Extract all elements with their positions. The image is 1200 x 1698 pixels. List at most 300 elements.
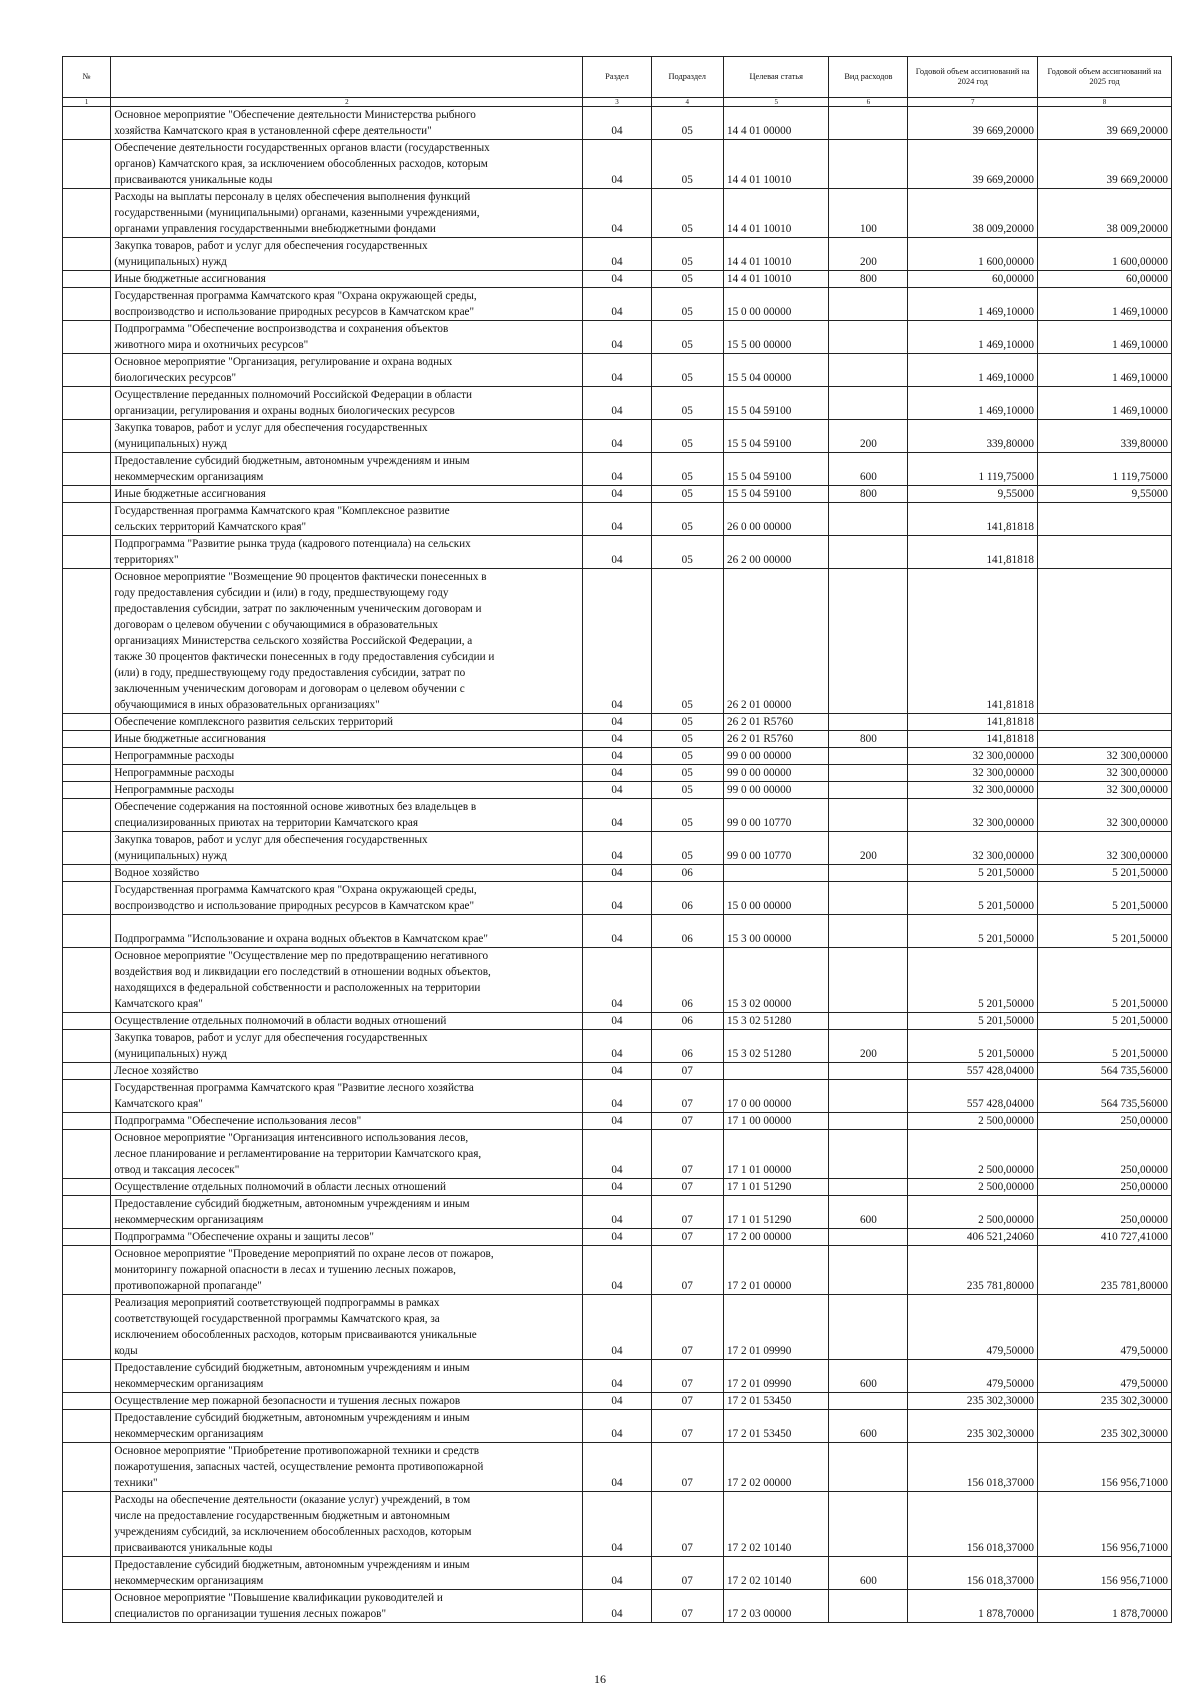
- expense-name-cell: Осуществление мер пожарной безопасности и тушения лесных пожаров: [111, 1393, 583, 1410]
- expense-name-cell: Основное мероприятие "Возмещение 90 процентов фактически понесенных в году предоставления субсидии и (или) в году, предшествующему году предоставления субсидии, затрат по заключенным ученическим договорам и договорам о целевом обучении с обучающимися в образовательных организациях Министерства сельского хозяйства Российской Федерации, а также 30 процентов фактически понесенных в году предоставления субсидии и (или) в году, предшествующему году предоставления субсидии, затрат по заключенным ученическим договорам и договорам о целевом обучении с обучающимися в иных образовательных организациях": [111, 569, 583, 714]
- amount-2025-cell: 5 201,50000: [1038, 948, 1172, 1013]
- table-row: [63, 799, 1172, 832]
- subsection-cell: 07: [651, 1196, 723, 1229]
- amount-2025-cell: [1038, 503, 1172, 536]
- amount-2024-cell: 557 428,04000: [908, 1080, 1038, 1113]
- expense-kind-cell: 600: [829, 1196, 908, 1229]
- expense-name-cell: Основное мероприятие "Повышение квалификации руководителей и специалистов по организации тушения лесных пожаров": [111, 1590, 583, 1623]
- expense-name-cell: Расходы на выплаты персоналу в целях обеспечения выполнения функций государственными (муниципальными) органами, казенными учреждениями, органами управления государственными внебюджетными фондами: [111, 189, 583, 238]
- row-number-cell: [63, 107, 111, 140]
- expense-name-cell: Подпрограмма "Развитие рынка труда (кадрового потенциала) на сельских территориях": [111, 536, 583, 569]
- target-article-cell: 17 2 01 00000: [723, 1246, 828, 1295]
- amount-2025-cell: 235 302,30000: [1038, 1410, 1172, 1443]
- subsection-cell: 06: [651, 865, 723, 882]
- table-row: [63, 1410, 1172, 1443]
- amount-2024-cell: 60,00000: [908, 271, 1038, 288]
- subsection-cell: 07: [651, 1443, 723, 1492]
- expense-name-cell: Основное мероприятие "Проведение мероприятий по охране лесов от пожаров, мониторингу пожарной опасности в лесах и тушению лесных пожаров, противопожарной пропаганде": [111, 1246, 583, 1295]
- row-number-cell: [63, 569, 111, 714]
- expense-kind-cell: [829, 1063, 908, 1080]
- expense-kind-cell: [829, 915, 908, 948]
- amount-2024-cell: 156 018,37000: [908, 1557, 1038, 1590]
- subsection-cell: 05: [651, 387, 723, 420]
- section-cell: 04: [583, 865, 651, 882]
- table-row: [63, 238, 1172, 271]
- target-article-cell: 17 2 02 10140: [723, 1492, 828, 1557]
- section-cell: 04: [583, 107, 651, 140]
- subsection-cell: 07: [651, 1295, 723, 1360]
- expense-name-cell: Непрограммные расходы: [111, 765, 583, 782]
- amount-2025-cell: 1 119,75000: [1038, 453, 1172, 486]
- section-cell: 04: [583, 486, 651, 503]
- expense-name-cell: Закупка товаров, работ и услуг для обеспечения государственных (муниципальных) нужд: [111, 420, 583, 453]
- target-article-cell: 17 1 01 51290: [723, 1196, 828, 1229]
- target-article-cell: 99 0 00 10770: [723, 799, 828, 832]
- row-number-cell: [63, 354, 111, 387]
- expense-name-cell: Предоставление субсидий бюджетным, автономным учреждениям и иным некоммерческим организациям: [111, 1196, 583, 1229]
- section-cell: 04: [583, 1393, 651, 1410]
- column-number: 1: [63, 98, 111, 107]
- row-number-cell: [63, 536, 111, 569]
- table-row: [63, 832, 1172, 865]
- amount-2025-cell: [1038, 714, 1172, 731]
- amount-2024-cell: 1 878,70000: [908, 1590, 1038, 1623]
- amount-2024-cell: 141,81818: [908, 714, 1038, 731]
- amount-2025-cell: 156 956,71000: [1038, 1492, 1172, 1557]
- row-number-cell: [63, 1196, 111, 1229]
- subsection-cell: 05: [651, 238, 723, 271]
- row-number-cell: [63, 1393, 111, 1410]
- subsection-cell: 06: [651, 915, 723, 948]
- table-row: [63, 503, 1172, 536]
- row-number-cell: [63, 1360, 111, 1393]
- expense-kind-cell: 200: [829, 832, 908, 865]
- table-row: [63, 569, 1172, 714]
- amount-2025-cell: [1038, 536, 1172, 569]
- amount-2025-cell: 479,50000: [1038, 1360, 1172, 1393]
- row-number-cell: [63, 1229, 111, 1246]
- table-row: [63, 765, 1172, 782]
- expense-name-cell: Водное хозяйство: [111, 865, 583, 882]
- subsection-cell: 06: [651, 882, 723, 915]
- header-year-2025: Годовой объем ассигнований на 2025 год: [1038, 57, 1172, 98]
- section-cell: 04: [583, 1557, 651, 1590]
- amount-2025-cell: 1 469,10000: [1038, 354, 1172, 387]
- section-cell: 04: [583, 271, 651, 288]
- target-article-cell: 26 2 00 00000: [723, 536, 828, 569]
- expense-kind-cell: [829, 882, 908, 915]
- expense-kind-cell: [829, 1295, 908, 1360]
- table-row: [63, 140, 1172, 189]
- subsection-cell: 05: [651, 486, 723, 503]
- section-cell: 04: [583, 1080, 651, 1113]
- target-article-cell: 15 3 02 51280: [723, 1013, 828, 1030]
- table-row: [63, 107, 1172, 140]
- row-number-cell: [63, 1130, 111, 1179]
- amount-2024-cell: 1 469,10000: [908, 321, 1038, 354]
- amount-2024-cell: 1 469,10000: [908, 288, 1038, 321]
- amount-2025-cell: 156 956,71000: [1038, 1557, 1172, 1590]
- subsection-cell: 05: [651, 799, 723, 832]
- section-cell: 04: [583, 915, 651, 948]
- expense-name-cell: Непрограммные расходы: [111, 748, 583, 765]
- amount-2024-cell: 2 500,00000: [908, 1196, 1038, 1229]
- target-article-cell: 17 2 02 00000: [723, 1443, 828, 1492]
- section-cell: 04: [583, 1360, 651, 1393]
- budget-table: [62, 56, 1172, 1623]
- table-row: [63, 321, 1172, 354]
- expense-name-cell: Иные бюджетные ассигнования: [111, 731, 583, 748]
- row-number-cell: [63, 1443, 111, 1492]
- target-article-cell: 26 2 01 R5760: [723, 714, 828, 731]
- amount-2025-cell: 1 600,00000: [1038, 238, 1172, 271]
- expense-name-cell: Расходы на обеспечение деятельности (оказание услуг) учреждений, в том числе на предоставление государственным бюджетным и автономным учреждениям субсидий, за исключением обособленных расходов, которым присваиваются уникальные коды: [111, 1492, 583, 1557]
- amount-2024-cell: 479,50000: [908, 1360, 1038, 1393]
- expense-name-cell: Государственная программа Камчатского края "Развитие лесного хозяйства Камчатского края": [111, 1080, 583, 1113]
- table-row: [63, 1196, 1172, 1229]
- table-row: [63, 1295, 1172, 1360]
- subsection-cell: 05: [651, 714, 723, 731]
- expense-kind-cell: [829, 1113, 908, 1130]
- target-article-cell: 17 0 00 00000: [723, 1080, 828, 1113]
- table-row: [63, 915, 1172, 948]
- amount-2024-cell: 39 669,20000: [908, 140, 1038, 189]
- header-name: [111, 57, 583, 98]
- column-number: 7: [908, 98, 1038, 107]
- amount-2025-cell: 250,00000: [1038, 1130, 1172, 1179]
- table-header: [63, 57, 1172, 98]
- row-number-cell: [63, 1590, 111, 1623]
- subsection-cell: 05: [651, 536, 723, 569]
- amount-2025-cell: 156 956,71000: [1038, 1443, 1172, 1492]
- target-article-cell: 26 2 01 R5760: [723, 731, 828, 748]
- row-number-cell: [63, 453, 111, 486]
- amount-2024-cell: 339,80000: [908, 420, 1038, 453]
- expense-kind-cell: [829, 748, 908, 765]
- expense-kind-cell: 200: [829, 1030, 908, 1063]
- expense-kind-cell: [829, 1179, 908, 1196]
- expense-kind-cell: [829, 1229, 908, 1246]
- row-number-cell: [63, 486, 111, 503]
- target-article-cell: 14 4 01 10010: [723, 238, 828, 271]
- expense-name-cell: Основное мероприятие "Обеспечение деятельности Министерства рыбного хозяйства Камчатского края в установленной сфере деятельности": [111, 107, 583, 140]
- target-article-cell: [723, 865, 828, 882]
- column-number: 8: [1038, 98, 1172, 107]
- target-article-cell: 14 4 01 00000: [723, 107, 828, 140]
- subsection-cell: 05: [651, 503, 723, 536]
- expense-kind-cell: [829, 569, 908, 714]
- amount-2024-cell: 1 600,00000: [908, 238, 1038, 271]
- column-number: 5: [723, 98, 828, 107]
- section-cell: 04: [583, 1443, 651, 1492]
- table-row: [63, 1179, 1172, 1196]
- section-cell: 04: [583, 1246, 651, 1295]
- expense-kind-cell: 600: [829, 1557, 908, 1590]
- subsection-cell: 06: [651, 1030, 723, 1063]
- table-row: [63, 882, 1172, 915]
- subsection-cell: 05: [651, 354, 723, 387]
- expense-name-cell: Основное мероприятие "Приобретение противопожарной техники и средств пожаротушения, запасных частей, осуществление ремонта противопожарной техники": [111, 1443, 583, 1492]
- amount-2024-cell: 32 300,00000: [908, 765, 1038, 782]
- table-row: [63, 1130, 1172, 1179]
- subsection-cell: 05: [651, 782, 723, 799]
- subsection-cell: 05: [651, 107, 723, 140]
- amount-2024-cell: 156 018,37000: [908, 1492, 1038, 1557]
- amount-2025-cell: 250,00000: [1038, 1196, 1172, 1229]
- table-row: [63, 1013, 1172, 1030]
- section-cell: 04: [583, 1063, 651, 1080]
- target-article-cell: 14 4 01 10010: [723, 271, 828, 288]
- expense-kind-cell: [829, 288, 908, 321]
- amount-2025-cell: 1 469,10000: [1038, 321, 1172, 354]
- expense-name-cell: Основное мероприятие "Организация, регулирование и охрана водных биологических ресурсов": [111, 354, 583, 387]
- row-number-cell: [63, 1063, 111, 1080]
- amount-2024-cell: 5 201,50000: [908, 865, 1038, 882]
- amount-2024-cell: 32 300,00000: [908, 782, 1038, 799]
- subsection-cell: 07: [651, 1130, 723, 1179]
- table-row: [63, 189, 1172, 238]
- section-cell: 04: [583, 1229, 651, 1246]
- target-article-cell: 17 2 01 53450: [723, 1393, 828, 1410]
- amount-2025-cell: 5 201,50000: [1038, 882, 1172, 915]
- target-article-cell: 99 0 00 00000: [723, 782, 828, 799]
- amount-2025-cell: 9,55000: [1038, 486, 1172, 503]
- amount-2024-cell: 141,81818: [908, 536, 1038, 569]
- section-cell: 04: [583, 140, 651, 189]
- expense-kind-cell: 600: [829, 453, 908, 486]
- target-article-cell: 15 0 00 00000: [723, 288, 828, 321]
- target-article-cell: 15 3 00 00000: [723, 915, 828, 948]
- amount-2024-cell: 5 201,50000: [908, 948, 1038, 1013]
- amount-2024-cell: 235 781,80000: [908, 1246, 1038, 1295]
- subsection-cell: 05: [651, 569, 723, 714]
- amount-2025-cell: 60,00000: [1038, 271, 1172, 288]
- expense-name-cell: Государственная программа Камчатского края "Охрана окружающей среды, воспроизводство и использование природных ресурсов в Камчатском крае": [111, 288, 583, 321]
- target-article-cell: 99 0 00 00000: [723, 765, 828, 782]
- table-row: [63, 782, 1172, 799]
- subsection-cell: 07: [651, 1590, 723, 1623]
- section-cell: 04: [583, 238, 651, 271]
- table-row: [63, 1557, 1172, 1590]
- section-cell: 04: [583, 569, 651, 714]
- amount-2025-cell: 564 735,56000: [1038, 1063, 1172, 1080]
- section-cell: 04: [583, 1130, 651, 1179]
- expense-kind-cell: 200: [829, 420, 908, 453]
- expense-kind-cell: [829, 799, 908, 832]
- row-number-cell: [63, 189, 111, 238]
- expense-name-cell: Закупка товаров, работ и услуг для обеспечения государственных (муниципальных) нужд: [111, 832, 583, 865]
- subsection-cell: 07: [651, 1410, 723, 1443]
- section-cell: 04: [583, 189, 651, 238]
- table-row: [63, 731, 1172, 748]
- row-number-cell: [63, 1179, 111, 1196]
- expense-kind-cell: [829, 1130, 908, 1179]
- subsection-cell: 05: [651, 140, 723, 189]
- table-row: [63, 948, 1172, 1013]
- row-number-cell: [63, 714, 111, 731]
- amount-2025-cell: 479,50000: [1038, 1295, 1172, 1360]
- amount-2025-cell: 235 302,30000: [1038, 1393, 1172, 1410]
- expense-name-cell: Подпрограмма "Обеспечение воспроизводства и сохранения объектов животного мира и охотничьих ресурсов": [111, 321, 583, 354]
- amount-2025-cell: 5 201,50000: [1038, 915, 1172, 948]
- target-article-cell: 99 0 00 00000: [723, 748, 828, 765]
- table-row: [63, 387, 1172, 420]
- header-year-2024: Годовой объем ассигнований на 2024 год: [908, 57, 1038, 98]
- expense-name-cell: Предоставление субсидий бюджетным, автономным учреждениям и иным некоммерческим организациям: [111, 453, 583, 486]
- subsection-cell: 05: [651, 189, 723, 238]
- section-cell: 04: [583, 1030, 651, 1063]
- table-row: [63, 1113, 1172, 1130]
- row-number-cell: [63, 832, 111, 865]
- expense-name-cell: Подпрограмма "Обеспечение охраны и защиты лесов": [111, 1229, 583, 1246]
- amount-2025-cell: 32 300,00000: [1038, 799, 1172, 832]
- expense-kind-cell: 800: [829, 731, 908, 748]
- expense-kind-cell: 100: [829, 189, 908, 238]
- header-subsection: Подраздел: [651, 57, 723, 98]
- target-article-cell: 15 5 04 59100: [723, 486, 828, 503]
- section-cell: 04: [583, 453, 651, 486]
- target-article-cell: 15 3 02 00000: [723, 948, 828, 1013]
- target-article-cell: 15 5 04 00000: [723, 354, 828, 387]
- row-number-cell: [63, 882, 111, 915]
- subsection-cell: 05: [651, 765, 723, 782]
- subsection-cell: 05: [651, 748, 723, 765]
- row-number-cell: [63, 1246, 111, 1295]
- target-article-cell: 15 0 00 00000: [723, 882, 828, 915]
- amount-2024-cell: 406 521,24060: [908, 1229, 1038, 1246]
- expense-name-cell: Обеспечение комплексного развития сельских территорий: [111, 714, 583, 731]
- amount-2025-cell: 32 300,00000: [1038, 832, 1172, 865]
- subsection-cell: 07: [651, 1492, 723, 1557]
- target-article-cell: 26 0 00 00000: [723, 503, 828, 536]
- amount-2024-cell: 32 300,00000: [908, 748, 1038, 765]
- amount-2025-cell: 5 201,50000: [1038, 1030, 1172, 1063]
- expense-name-cell: Подпрограмма "Обеспечение использования лесов": [111, 1113, 583, 1130]
- target-article-cell: 17 2 01 53450: [723, 1410, 828, 1443]
- target-article-cell: 15 3 02 51280: [723, 1030, 828, 1063]
- expense-kind-cell: 600: [829, 1360, 908, 1393]
- expense-kind-cell: [829, 1013, 908, 1030]
- table-row: [63, 1393, 1172, 1410]
- expense-kind-cell: [829, 714, 908, 731]
- section-cell: 04: [583, 1196, 651, 1229]
- expense-name-cell: Государственная программа Камчатского края "Комплексное развитие сельских территорий Камчатского края": [111, 503, 583, 536]
- amount-2024-cell: 235 302,30000: [908, 1393, 1038, 1410]
- section-cell: 04: [583, 420, 651, 453]
- expense-kind-cell: [829, 1080, 908, 1113]
- row-number-cell: [63, 140, 111, 189]
- expense-name-cell: Основное мероприятие "Организация интенсивного использования лесов, лесное планирование и регламентирование на территории Камчатского края, отвод и таксация лесосек": [111, 1130, 583, 1179]
- row-number-cell: [63, 238, 111, 271]
- section-cell: 04: [583, 387, 651, 420]
- amount-2025-cell: 250,00000: [1038, 1113, 1172, 1130]
- expense-name-cell: Обеспечение содержания на постоянной основе животных без владельцев в специализированных приютах на территории Камчатского края: [111, 799, 583, 832]
- subsection-cell: 07: [651, 1113, 723, 1130]
- target-article-cell: 17 1 00 00000: [723, 1113, 828, 1130]
- section-cell: 04: [583, 1410, 651, 1443]
- row-number-cell: [63, 1080, 111, 1113]
- row-number-cell: [63, 948, 111, 1013]
- expense-name-cell: Обеспечение деятельности государственных органов власти (государственных органов) Камчатского края, за исключением обособленных расходов, которым присваиваются уникальные коды: [111, 140, 583, 189]
- amount-2025-cell: 39 669,20000: [1038, 140, 1172, 189]
- expense-kind-cell: [829, 865, 908, 882]
- table-row: [63, 288, 1172, 321]
- row-number-cell: [63, 503, 111, 536]
- section-cell: 04: [583, 288, 651, 321]
- subsection-cell: 05: [651, 271, 723, 288]
- row-number-cell: [63, 271, 111, 288]
- column-number-row: [63, 98, 1172, 107]
- expense-name-cell: Осуществление отдельных полномочий в области водных отношений: [111, 1013, 583, 1030]
- subsection-cell: 07: [651, 1557, 723, 1590]
- amount-2025-cell: 1 469,10000: [1038, 387, 1172, 420]
- table-row: [63, 1063, 1172, 1080]
- section-cell: 04: [583, 1295, 651, 1360]
- row-number-cell: [63, 748, 111, 765]
- target-article-cell: 99 0 00 10770: [723, 832, 828, 865]
- subsection-cell: 07: [651, 1246, 723, 1295]
- subsection-cell: 07: [651, 1080, 723, 1113]
- section-cell: 04: [583, 714, 651, 731]
- subsection-cell: 07: [651, 1393, 723, 1410]
- amount-2024-cell: 32 300,00000: [908, 799, 1038, 832]
- row-number-cell: [63, 865, 111, 882]
- target-article-cell: 15 5 00 00000: [723, 321, 828, 354]
- amount-2024-cell: 235 302,30000: [908, 1410, 1038, 1443]
- amount-2025-cell: 1 878,70000: [1038, 1590, 1172, 1623]
- section-cell: 04: [583, 765, 651, 782]
- amount-2025-cell: 32 300,00000: [1038, 782, 1172, 799]
- expense-name-cell: Государственная программа Камчатского края "Охрана окружающей среды, воспроизводство и использование природных ресурсов в Камчатском крае": [111, 882, 583, 915]
- table-row: [63, 1246, 1172, 1295]
- table-row: [63, 714, 1172, 731]
- expense-name-cell: Реализация мероприятий соответствующей подпрограммы в рамках соответствующей государственной программы Камчатского края, за исключением обособленных расходов, которым присваиваются уникальные коды: [111, 1295, 583, 1360]
- amount-2025-cell: 410 727,41000: [1038, 1229, 1172, 1246]
- amount-2025-cell: 235 781,80000: [1038, 1246, 1172, 1295]
- table-row: [63, 1443, 1172, 1492]
- section-cell: 04: [583, 503, 651, 536]
- expense-name-cell: Иные бюджетные ассигнования: [111, 486, 583, 503]
- expense-kind-cell: [829, 948, 908, 1013]
- table-row: [63, 354, 1172, 387]
- amount-2025-cell: [1038, 569, 1172, 714]
- target-article-cell: 17 2 01 09990: [723, 1360, 828, 1393]
- amount-2024-cell: 141,81818: [908, 569, 1038, 714]
- amount-2024-cell: 2 500,00000: [908, 1130, 1038, 1179]
- subsection-cell: 05: [651, 288, 723, 321]
- expense-name-cell: Осуществление отдельных полномочий в области лесных отношений: [111, 1179, 583, 1196]
- amount-2024-cell: 141,81818: [908, 731, 1038, 748]
- target-article-cell: 15 5 04 59100: [723, 453, 828, 486]
- row-number-cell: [63, 1013, 111, 1030]
- amount-2024-cell: 557 428,04000: [908, 1063, 1038, 1080]
- row-number-cell: [63, 782, 111, 799]
- row-number-cell: [63, 731, 111, 748]
- amount-2025-cell: 38 009,20000: [1038, 189, 1172, 238]
- amount-2024-cell: 5 201,50000: [908, 1030, 1038, 1063]
- expense-kind-cell: [829, 321, 908, 354]
- expense-kind-cell: [829, 1590, 908, 1623]
- column-number: 3: [583, 98, 651, 107]
- target-article-cell: [723, 1063, 828, 1080]
- amount-2025-cell: 39 669,20000: [1038, 107, 1172, 140]
- table-row: [63, 1590, 1172, 1623]
- header-target: Целевая статья: [723, 57, 828, 98]
- row-number-cell: [63, 420, 111, 453]
- page-number: 16: [594, 1672, 606, 1686]
- section-cell: 04: [583, 1113, 651, 1130]
- amount-2025-cell: 564 735,56000: [1038, 1080, 1172, 1113]
